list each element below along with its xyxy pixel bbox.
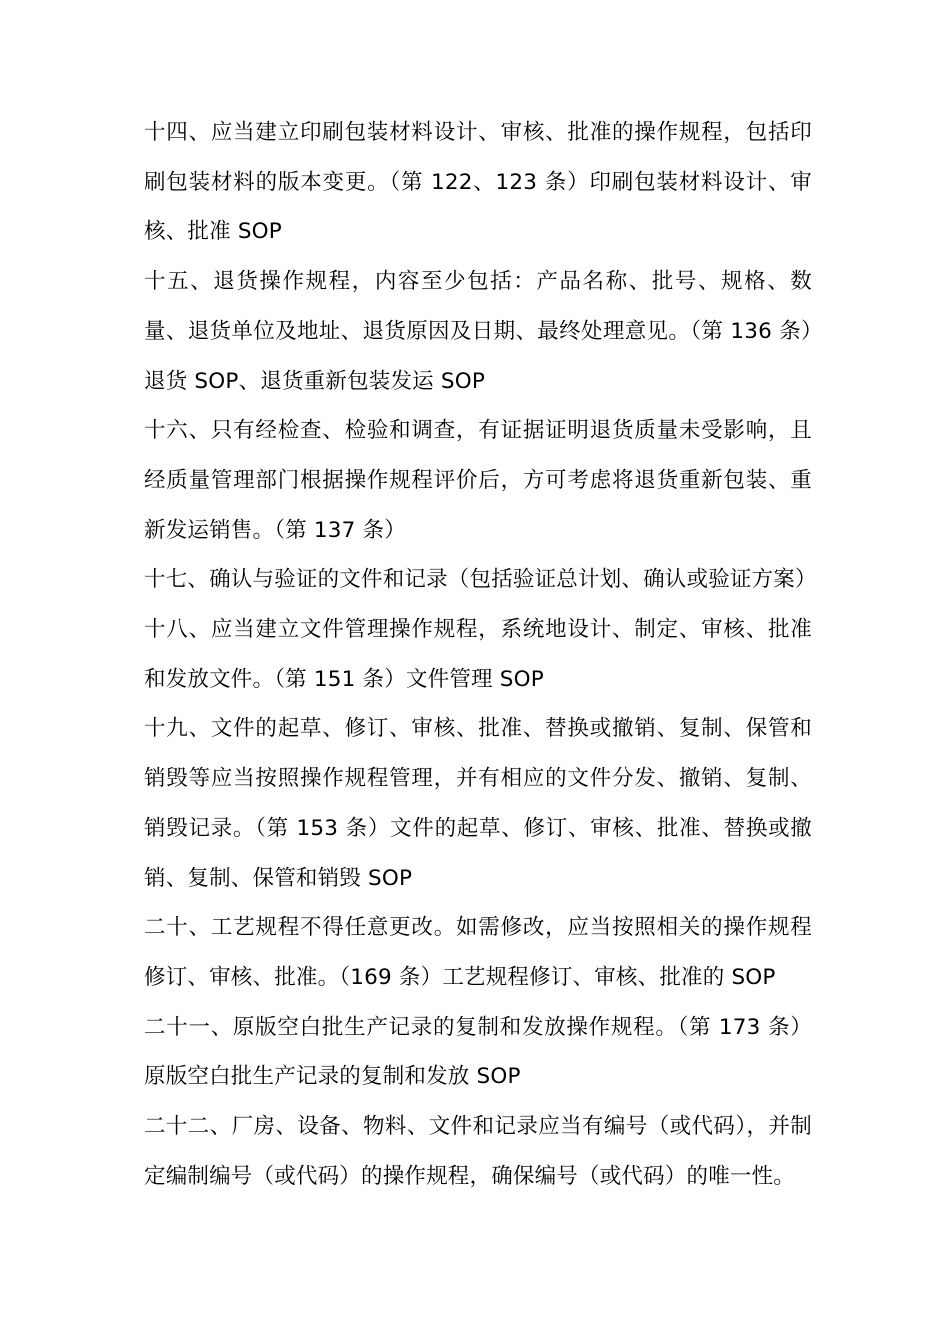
- paragraph-15: 十五、退货操作规程，内容至少包括：产品名称、批号、规格、数量、退货单位及地址、退货原因及日期、最终处理意见。（第 136 条）退货 SOP、退货重新包装发运 SOP: [144, 269, 812, 394]
- paragraph-19: 十九、文件的起草、修订、审核、批准、替换或撤销、复制、保管和销毁等应当按照操作规程管理，并有相应的文件分发、撤销、复制、销毁记录。（第 153 条）文件的起草、修订、审核、批准、替换或撤销、复制、保管和销毁 SOP: [144, 716, 812, 891]
- paragraph-16: 十六、只有经检查、检验和调查，有证据证明退货质量未受影响，且经质量管理部门根据操作规程评价后，方可考虑将退货重新包装、重新发运销售。（第 137 条）: [144, 418, 812, 543]
- paragraph-22: 二十二、厂房、设备、物料、文件和记录应当有编号（或代码），并制定编制编号（或代码）的操作规程，确保编号（或代码）的唯一性。: [144, 1114, 812, 1189]
- paragraph-14: 十四、应当建立印刷包装材料设计、审核、批准的操作规程，包括印刷包装材料的版本变更。（第 122、123 条）印刷包装材料设计、审核、批准 SOP: [144, 120, 812, 245]
- paragraph-17: 十七、确认与验证的文件和记录（包括验证总计划、确认或验证方案）: [144, 567, 817, 593]
- paragraph-21: 二十一、原版空白批生产记录的复制和发放操作规程。（第 173 条）原版空白批生产记录的复制和发放 SOP: [144, 1014, 812, 1090]
- document-body: [144, 108, 817, 1201]
- paragraph-18: 十八、应当建立文件管理操作规程，系统地设计、制定、审核、批准和发放文件。（第 151 条）文件管理 SOP: [144, 617, 812, 692]
- paragraph-20: 二十、工艺规程不得任意更改。如需修改，应当按照相关的操作规程修订、审核、批准。（169 条）工艺规程修订、审核、批准的 SOP: [144, 915, 812, 990]
